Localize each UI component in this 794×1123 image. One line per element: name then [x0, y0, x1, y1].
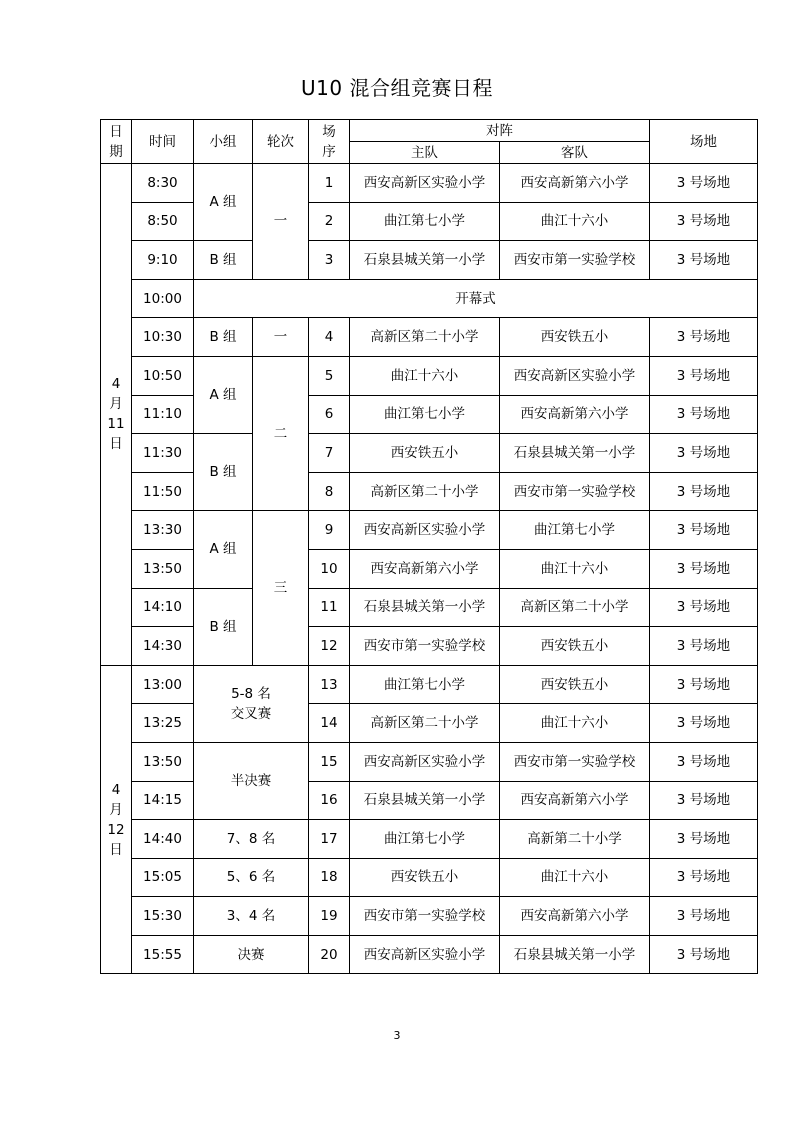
venue-cell: 3 号场地 — [650, 704, 758, 743]
home-team-cell: 高新区第二十小学 — [350, 472, 500, 511]
stage-cell: 7、8 名 — [194, 820, 309, 859]
venue-cell: 3 号场地 — [650, 858, 758, 897]
away-team-cell: 西安高新第六小学 — [500, 781, 650, 820]
date-char: 11 — [107, 416, 125, 433]
header-away: 客队 — [500, 142, 650, 164]
group-cell: B 组 — [194, 434, 253, 511]
page-number: 3 — [393, 1029, 401, 1042]
match-no-cell: 18 — [309, 858, 350, 897]
table-row — [101, 241, 758, 280]
header-venue: 场地 — [650, 120, 758, 164]
time-cell: 8:30 — [132, 164, 194, 203]
header-date — [101, 120, 132, 164]
header-time: 时间 — [132, 120, 194, 164]
table-row — [101, 164, 758, 203]
time-cell: 13:50 — [132, 549, 194, 588]
home-team-cell: 石泉县城关第一小学 — [350, 781, 500, 820]
home-team-cell: 曲江十六小 — [350, 356, 500, 395]
time-cell: 15:55 — [132, 935, 194, 974]
table-row — [101, 318, 758, 357]
table-row — [101, 279, 758, 318]
opening-ceremony-cell: 开幕式 — [194, 279, 758, 318]
stage-label: 5-8 名 — [231, 685, 271, 702]
table-row — [101, 858, 758, 897]
header-match-no-char: 场 — [322, 123, 336, 140]
home-team-cell: 西安市第一实验学校 — [350, 627, 500, 666]
venue-cell: 3 号场地 — [650, 356, 758, 395]
date-char: 日 — [109, 436, 123, 453]
stage-cell: 3、4 名 — [194, 897, 309, 936]
group-cell: B 组 — [194, 588, 253, 665]
match-no-cell: 12 — [309, 627, 350, 666]
date-char: 日 — [109, 841, 123, 858]
venue-cell: 3 号场地 — [650, 318, 758, 357]
round-cell: 一 — [253, 318, 309, 357]
match-no-cell: 1 — [309, 164, 350, 203]
time-cell: 14:40 — [132, 820, 194, 859]
venue-cell: 3 号场地 — [650, 627, 758, 666]
time-cell: 13:30 — [132, 511, 194, 550]
table-row — [101, 588, 758, 627]
away-team-cell: 曲江十六小 — [500, 202, 650, 241]
away-team-cell: 西安铁五小 — [500, 627, 650, 666]
time-cell: 13:00 — [132, 665, 194, 704]
home-team-cell: 西安市第一实验学校 — [350, 897, 500, 936]
match-no-cell: 8 — [309, 472, 350, 511]
away-team-cell: 西安高新第六小学 — [500, 395, 650, 434]
match-no-cell: 20 — [309, 935, 350, 974]
time-cell: 9:10 — [132, 241, 194, 280]
away-team-cell: 西安铁五小 — [500, 318, 650, 357]
away-team-cell: 曲江十六小 — [500, 858, 650, 897]
away-team-cell: 高新第二十小学 — [500, 820, 650, 859]
venue-cell: 3 号场地 — [650, 472, 758, 511]
venue-cell: 3 号场地 — [650, 395, 758, 434]
header-date-char: 期 — [109, 143, 123, 160]
match-no-cell: 13 — [309, 665, 350, 704]
home-team-cell: 高新区第二十小学 — [350, 318, 500, 357]
table-row — [101, 742, 758, 781]
venue-cell: 3 号场地 — [650, 241, 758, 280]
home-team-cell: 曲江第七小学 — [350, 395, 500, 434]
date-char: 4 — [111, 376, 121, 393]
table-row — [101, 820, 758, 859]
group-cell: A 组 — [194, 356, 253, 433]
venue-cell: 3 号场地 — [650, 820, 758, 859]
venue-cell: 3 号场地 — [650, 164, 758, 203]
header-date-char: 日 — [109, 123, 123, 140]
match-no-cell: 14 — [309, 704, 350, 743]
table-row — [101, 897, 758, 936]
away-team-cell: 西安高新第六小学 — [500, 164, 650, 203]
stage-cell: 决赛 — [194, 935, 309, 974]
date-cell-day2 — [101, 665, 132, 974]
time-cell: 15:05 — [132, 858, 194, 897]
header-matchup: 对阵 — [350, 120, 650, 142]
time-cell: 11:10 — [132, 395, 194, 434]
stage-cell-places-5-8 — [194, 665, 309, 742]
away-team-cell: 石泉县城关第一小学 — [500, 935, 650, 974]
home-team-cell: 石泉县城关第一小学 — [350, 241, 500, 280]
venue-cell: 3 号场地 — [650, 588, 758, 627]
venue-cell: 3 号场地 — [650, 742, 758, 781]
match-no-cell: 2 — [309, 202, 350, 241]
home-team-cell: 西安铁五小 — [350, 858, 500, 897]
venue-cell: 3 号场地 — [650, 935, 758, 974]
time-cell: 8:50 — [132, 202, 194, 241]
table-row — [101, 434, 758, 473]
time-cell: 14:30 — [132, 627, 194, 666]
home-team-cell: 曲江第七小学 — [350, 820, 500, 859]
time-cell: 15:30 — [132, 897, 194, 936]
away-team-cell: 曲江第七小学 — [500, 511, 650, 550]
header-home: 主队 — [350, 142, 500, 164]
round-cell: 二 — [253, 356, 309, 510]
away-team-cell: 西安高新区实验小学 — [500, 356, 650, 395]
away-team-cell: 曲江十六小 — [500, 549, 650, 588]
header-match-no-char: 序 — [322, 143, 336, 160]
away-team-cell: 曲江十六小 — [500, 704, 650, 743]
match-no-cell: 17 — [309, 820, 350, 859]
venue-cell: 3 号场地 — [650, 434, 758, 473]
stage-label: 交叉赛 — [230, 705, 272, 722]
date-char: 4 — [111, 781, 121, 798]
stage-cell-semifinal: 半决赛 — [194, 742, 309, 819]
date-char: 月 — [109, 801, 123, 818]
home-team-cell: 西安高新区实验小学 — [350, 164, 500, 203]
time-cell: 14:15 — [132, 781, 194, 820]
venue-cell: 3 号场地 — [650, 549, 758, 588]
group-cell: B 组 — [194, 241, 253, 280]
away-team-cell: 西安铁五小 — [500, 665, 650, 704]
table-row — [101, 665, 758, 704]
away-team-cell: 西安市第一实验学校 — [500, 742, 650, 781]
match-no-cell: 19 — [309, 897, 350, 936]
time-cell: 14:10 — [132, 588, 194, 627]
match-no-cell: 11 — [309, 588, 350, 627]
match-no-cell: 6 — [309, 395, 350, 434]
venue-cell: 3 号场地 — [650, 665, 758, 704]
time-cell: 10:00 — [132, 279, 194, 318]
away-team-cell: 西安市第一实验学校 — [500, 472, 650, 511]
table-header — [101, 120, 758, 164]
table-row — [101, 511, 758, 550]
away-team-cell: 高新区第二十小学 — [500, 588, 650, 627]
date-char: 12 — [107, 821, 125, 838]
away-team-cell: 石泉县城关第一小学 — [500, 434, 650, 473]
group-cell: B 组 — [194, 318, 253, 357]
date-cell-day1 — [101, 164, 132, 666]
away-team-cell: 西安市第一实验学校 — [500, 241, 650, 280]
date-char: 月 — [109, 396, 123, 413]
group-cell: A 组 — [194, 164, 253, 241]
match-no-cell: 9 — [309, 511, 350, 550]
table-row — [101, 356, 758, 395]
home-team-cell: 西安高新区实验小学 — [350, 935, 500, 974]
home-team-cell: 西安高新区实验小学 — [350, 742, 500, 781]
time-cell: 10:50 — [132, 356, 194, 395]
match-no-cell: 15 — [309, 742, 350, 781]
home-team-cell: 西安高新区实验小学 — [350, 511, 500, 550]
venue-cell: 3 号场地 — [650, 781, 758, 820]
match-no-cell: 3 — [309, 241, 350, 280]
time-cell: 13:25 — [132, 704, 194, 743]
time-cell: 11:50 — [132, 472, 194, 511]
away-team-cell: 西安高新第六小学 — [500, 897, 650, 936]
round-cell: 一 — [253, 164, 309, 280]
venue-cell: 3 号场地 — [650, 511, 758, 550]
venue-cell: 3 号场地 — [650, 202, 758, 241]
match-no-cell: 10 — [309, 549, 350, 588]
venue-cell: 3 号场地 — [650, 897, 758, 936]
header-round: 轮次 — [253, 120, 309, 164]
header-group: 小组 — [194, 120, 253, 164]
home-team-cell: 曲江第七小学 — [350, 665, 500, 704]
header-match-no — [309, 120, 350, 164]
stage-cell: 5、6 名 — [194, 858, 309, 897]
page-title: U10 混合组竞赛日程 — [301, 76, 493, 100]
time-cell: 13:50 — [132, 742, 194, 781]
home-team-cell: 西安高新第六小学 — [350, 549, 500, 588]
home-team-cell: 曲江第七小学 — [350, 202, 500, 241]
round-cell: 三 — [253, 511, 309, 665]
home-team-cell: 高新区第二十小学 — [350, 704, 500, 743]
match-no-cell: 16 — [309, 781, 350, 820]
home-team-cell: 西安铁五小 — [350, 434, 500, 473]
match-no-cell: 5 — [309, 356, 350, 395]
time-cell: 10:30 — [132, 318, 194, 357]
match-no-cell: 4 — [309, 318, 350, 357]
table-row — [101, 935, 758, 974]
schedule-table — [100, 119, 758, 974]
home-team-cell: 石泉县城关第一小学 — [350, 588, 500, 627]
group-cell: A 组 — [194, 511, 253, 588]
match-no-cell: 7 — [309, 434, 350, 473]
time-cell: 11:30 — [132, 434, 194, 473]
